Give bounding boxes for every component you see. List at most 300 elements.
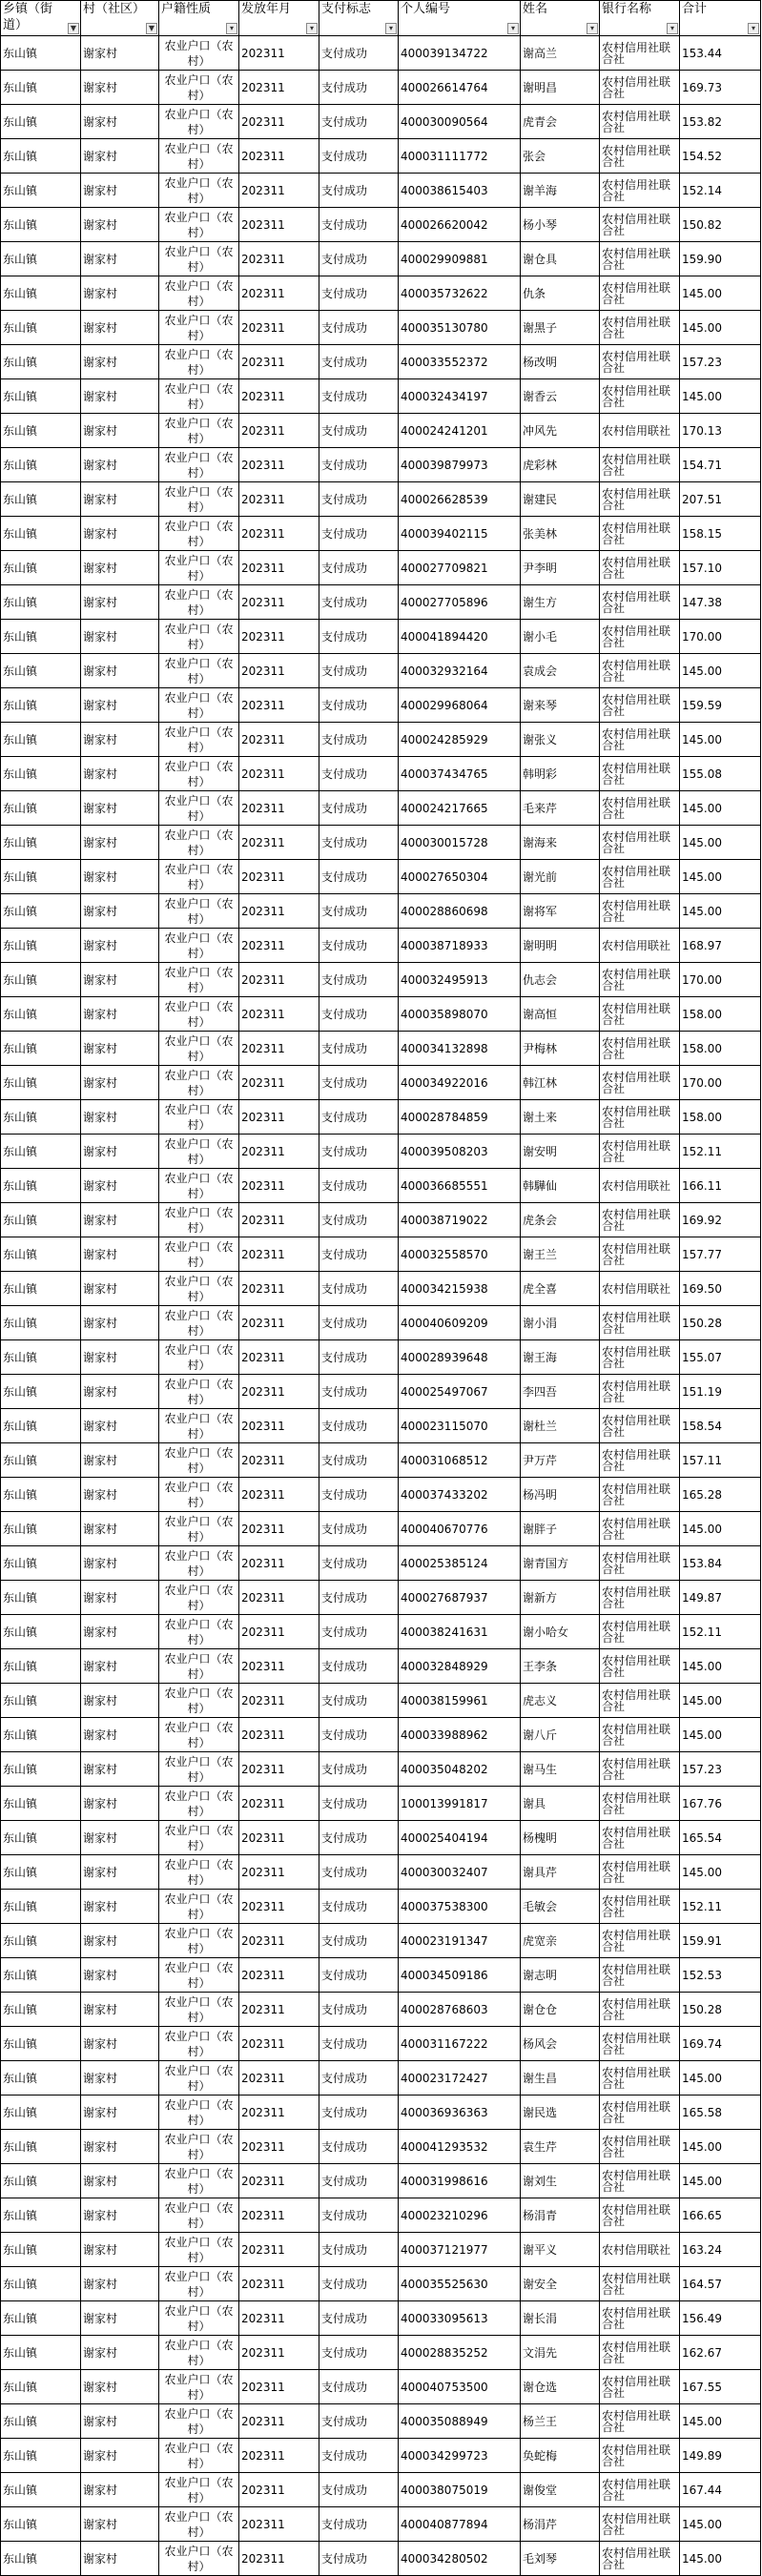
cell-bank-name: 农村信用社联合社 (600, 2027, 680, 2061)
cell-total: 157.77 (680, 1237, 761, 1272)
cell-payment-status: 支付成功 (319, 1752, 399, 1787)
table-row (1, 448, 761, 482)
cell-bank-name: 农村信用社联合社 (600, 345, 680, 379)
cell-name: 谢小涓 (521, 1306, 600, 1340)
cell-payment-month: 202311 (239, 1615, 319, 1649)
cell-personal-id: 400032434197 (399, 379, 521, 414)
cell-payment-month: 202311 (239, 517, 319, 551)
cell-payment-month: 202311 (239, 860, 319, 894)
cell-payment-status: 支付成功 (319, 517, 399, 551)
cell-payment-status: 支付成功 (319, 620, 399, 654)
cell-bank-name: 农村信用社联合社 (600, 723, 680, 757)
cell-town: 东山镇 (1, 36, 81, 71)
cell-village: 谢家村 (81, 1032, 159, 1066)
cell-total: 167.44 (680, 2473, 761, 2507)
dropdown-icon[interactable]: ▾ (667, 23, 678, 34)
cell-name: 谢王海 (521, 1340, 600, 1375)
cell-name: 尹李明 (521, 551, 600, 585)
cell-household-type: 农业户口（农村） (159, 620, 239, 654)
cell-bank-name: 农村信用社联合社 (600, 2404, 680, 2439)
cell-bank-name: 农村信用社联合社 (600, 2507, 680, 2542)
cell-payment-month: 202311 (239, 620, 319, 654)
cell-town: 东山镇 (1, 2096, 81, 2130)
cell-personal-id: 400038241631 (399, 1615, 521, 1649)
cell-household-type: 农业户口（农村） (159, 1890, 239, 1924)
cell-total: 157.11 (680, 1443, 761, 1478)
cell-household-type: 农业户口（农村） (159, 174, 239, 208)
cell-payment-status: 支付成功 (319, 1478, 399, 1512)
cell-payment-status: 支付成功 (319, 311, 399, 345)
cell-village: 谢家村 (81, 345, 159, 379)
cell-bank-name: 农村信用社联合社 (600, 1546, 680, 1581)
cell-total: 152.14 (680, 174, 761, 208)
cell-town: 东山镇 (1, 963, 81, 997)
cell-town: 东山镇 (1, 1272, 81, 1306)
cell-household-type: 农业户口（农村） (159, 1684, 239, 1718)
cell-payment-month: 202311 (239, 242, 319, 276)
table-row (1, 1581, 761, 1615)
cell-personal-id: 400028768603 (399, 1993, 521, 2027)
cell-personal-id: 400027705896 (399, 585, 521, 620)
cell-town: 东山镇 (1, 1993, 81, 2027)
cell-household-type: 农业户口（农村） (159, 791, 239, 826)
cell-town: 东山镇 (1, 894, 81, 929)
cell-payment-status: 支付成功 (319, 723, 399, 757)
cell-town: 东山镇 (1, 1375, 81, 1409)
cell-name: 杨兰王 (521, 2404, 600, 2439)
cell-name: 谢马生 (521, 1752, 600, 1787)
cell-total: 145.00 (680, 379, 761, 414)
table-row (1, 757, 761, 791)
cell-total: 158.00 (680, 997, 761, 1032)
cell-payment-status: 支付成功 (319, 1306, 399, 1340)
cell-total: 165.58 (680, 2096, 761, 2130)
cell-town: 东山镇 (1, 2370, 81, 2404)
cell-payment-month: 202311 (239, 1855, 319, 1890)
cell-town: 东山镇 (1, 1512, 81, 1546)
cell-household-type: 农业户口（农村） (159, 2370, 239, 2404)
cell-name: 虎彩林 (521, 448, 600, 482)
cell-town: 东山镇 (1, 1340, 81, 1375)
cell-village: 谢家村 (81, 757, 159, 791)
cell-personal-id: 400034132898 (399, 1032, 521, 1066)
cell-bank-name: 农村信用社联合社 (600, 2439, 680, 2473)
cell-total: 145.00 (680, 311, 761, 345)
cell-bank-name: 农村信用社联合社 (600, 1512, 680, 1546)
cell-total: 145.00 (680, 276, 761, 311)
cell-payment-month: 202311 (239, 688, 319, 723)
cell-payment-status: 支付成功 (319, 1169, 399, 1203)
cell-bank-name: 农村信用社联合社 (600, 1237, 680, 1272)
cell-total: 145.00 (680, 2130, 761, 2164)
cell-bank-name: 农村信用社联合社 (600, 654, 680, 688)
table-row (1, 1409, 761, 1443)
cell-payment-month: 202311 (239, 174, 319, 208)
cell-total: 150.28 (680, 1993, 761, 2027)
cell-town: 东山镇 (1, 723, 81, 757)
cell-total: 157.23 (680, 345, 761, 379)
cell-total: 145.00 (680, 2404, 761, 2439)
cell-bank-name: 农村信用社联合社 (600, 71, 680, 105)
cell-payment-month: 202311 (239, 139, 319, 174)
cell-payment-status: 支付成功 (319, 585, 399, 620)
cell-bank-name: 农村信用社联合社 (600, 1306, 680, 1340)
cell-village: 谢家村 (81, 105, 159, 139)
cell-village: 谢家村 (81, 517, 159, 551)
cell-payment-month: 202311 (239, 1581, 319, 1615)
cell-name: 毛刘琴 (521, 2542, 600, 2576)
cell-personal-id: 400039879973 (399, 448, 521, 482)
cell-household-type: 农业户口（农村） (159, 2301, 239, 2336)
cell-name: 谢平义 (521, 2233, 600, 2267)
cell-name: 杨槐明 (521, 1821, 600, 1855)
cell-bank-name: 农村信用社联合社 (600, 242, 680, 276)
dropdown-icon[interactable]: ▾ (507, 23, 519, 34)
cell-town: 东山镇 (1, 551, 81, 585)
cell-household-type: 农业户口（农村） (159, 1272, 239, 1306)
table-body (1, 36, 761, 2576)
cell-payment-status: 支付成功 (319, 1821, 399, 1855)
cell-village: 谢家村 (81, 1581, 159, 1615)
cell-household-type: 农业户口（农村） (159, 2336, 239, 2370)
cell-name: 袁生芹 (521, 2130, 600, 2164)
header-town (1, 1, 81, 36)
cell-payment-month: 202311 (239, 894, 319, 929)
cell-total: 147.38 (680, 585, 761, 620)
cell-payment-month: 202311 (239, 71, 319, 105)
dropdown-icon[interactable]: ▾ (587, 23, 598, 34)
cell-town: 东山镇 (1, 997, 81, 1032)
cell-bank-name: 农村信用社联合社 (600, 2473, 680, 2507)
cell-payment-month: 202311 (239, 2164, 319, 2198)
cell-total: 145.00 (680, 1649, 761, 1684)
cell-bank-name: 农村信用社联合社 (600, 174, 680, 208)
cell-bank-name: 农村信用社联合社 (600, 36, 680, 71)
cell-personal-id: 400025497067 (399, 1375, 521, 1409)
cell-village: 谢家村 (81, 2096, 159, 2130)
cell-personal-id: 400028835252 (399, 2336, 521, 2370)
cell-household-type: 农业户口（农村） (159, 1821, 239, 1855)
cell-payment-month: 202311 (239, 1649, 319, 1684)
header-label: 支付标志 (321, 2, 372, 16)
cell-payment-status: 支付成功 (319, 448, 399, 482)
cell-village: 谢家村 (81, 1409, 159, 1443)
cell-household-type: 农业户口（农村） (159, 345, 239, 379)
cell-name: 虎青会 (521, 105, 600, 139)
cell-name: 谢土来 (521, 1100, 600, 1135)
cell-household-type: 农业户口（农村） (159, 2267, 239, 2301)
cell-payment-status: 支付成功 (319, 860, 399, 894)
cell-total: 207.51 (680, 482, 761, 517)
cell-payment-month: 202311 (239, 1066, 319, 1100)
cell-village: 谢家村 (81, 1306, 159, 1340)
cell-payment-month: 202311 (239, 791, 319, 826)
header-label: 户籍性质 (161, 2, 212, 16)
header-household-type (159, 1, 239, 36)
cell-payment-month: 202311 (239, 2507, 319, 2542)
cell-bank-name: 农村信用社联合社 (600, 1032, 680, 1066)
cell-payment-month: 202311 (239, 36, 319, 71)
dropdown-icon[interactable]: ▾ (226, 23, 237, 34)
cell-name: 张会 (521, 139, 600, 174)
cell-town: 东山镇 (1, 1032, 81, 1066)
cell-town: 东山镇 (1, 1546, 81, 1581)
cell-bank-name: 农村信用社联合社 (600, 1752, 680, 1787)
table-row (1, 2164, 761, 2198)
cell-personal-id: 400035732622 (399, 276, 521, 311)
cell-town: 东山镇 (1, 2507, 81, 2542)
cell-town: 东山镇 (1, 1478, 81, 1512)
cell-household-type: 农业户口（农村） (159, 242, 239, 276)
cell-total: 154.52 (680, 139, 761, 174)
cell-village: 谢家村 (81, 1684, 159, 1718)
cell-payment-status: 支付成功 (319, 1409, 399, 1443)
cell-village: 谢家村 (81, 379, 159, 414)
cell-personal-id: 400038075019 (399, 2473, 521, 2507)
cell-name: 谢仓选 (521, 2370, 600, 2404)
cell-village: 谢家村 (81, 551, 159, 585)
dropdown-icon[interactable]: ▾ (306, 23, 318, 34)
cell-village: 谢家村 (81, 2404, 159, 2439)
cell-payment-month: 202311 (239, 2473, 319, 2507)
cell-payment-status: 支付成功 (319, 826, 399, 860)
cell-personal-id: 400023115070 (399, 1409, 521, 1443)
cell-village: 谢家村 (81, 36, 159, 71)
cell-household-type: 农业户口（农村） (159, 1443, 239, 1478)
header-label: 银行名称 (602, 2, 652, 16)
cell-payment-status: 支付成功 (319, 1993, 399, 2027)
cell-town: 东山镇 (1, 208, 81, 242)
cell-payment-month: 202311 (239, 1375, 319, 1409)
table-row (1, 620, 761, 654)
cell-personal-id: 400035898070 (399, 997, 521, 1032)
cell-name: 谢明明 (521, 929, 600, 963)
cell-town: 东山镇 (1, 2027, 81, 2061)
cell-personal-id: 400034509186 (399, 1958, 521, 1993)
cell-name: 韩江林 (521, 1066, 600, 1100)
table-row (1, 551, 761, 585)
cell-household-type: 农业户口（农村） (159, 139, 239, 174)
table-row (1, 1306, 761, 1340)
cell-payment-month: 202311 (239, 2542, 319, 2576)
cell-village: 谢家村 (81, 276, 159, 311)
cell-town: 东山镇 (1, 1581, 81, 1615)
cell-total: 157.10 (680, 551, 761, 585)
cell-personal-id: 400032495913 (399, 963, 521, 997)
cell-name: 仇志会 (521, 963, 600, 997)
cell-payment-month: 202311 (239, 1478, 319, 1512)
cell-payment-month: 202311 (239, 2336, 319, 2370)
header-personal-id (399, 1, 521, 36)
cell-personal-id: 100013991817 (399, 1787, 521, 1821)
cell-name: 杨风会 (521, 2027, 600, 2061)
cell-payment-month: 202311 (239, 2439, 319, 2473)
cell-town: 东山镇 (1, 2198, 81, 2233)
table-row (1, 1237, 761, 1272)
cell-town: 东山镇 (1, 1684, 81, 1718)
cell-village: 谢家村 (81, 1718, 159, 1752)
cell-bank-name: 农村信用社联合社 (600, 1478, 680, 1512)
cell-household-type: 农业户口（农村） (159, 1649, 239, 1684)
cell-town: 东山镇 (1, 1237, 81, 1272)
cell-personal-id: 400034215938 (399, 1272, 521, 1306)
cell-bank-name: 农村信用社联合社 (600, 105, 680, 139)
cell-household-type: 农业户口（农村） (159, 2027, 239, 2061)
cell-personal-id: 400038159961 (399, 1684, 521, 1718)
cell-town: 东山镇 (1, 1958, 81, 1993)
table-row (1, 791, 761, 826)
cell-name: 尹梅林 (521, 1032, 600, 1066)
cell-name: 韩明彩 (521, 757, 600, 791)
cell-town: 东山镇 (1, 1443, 81, 1478)
cell-personal-id: 400028784859 (399, 1100, 521, 1135)
cell-payment-status: 支付成功 (319, 105, 399, 139)
cell-personal-id: 400030090564 (399, 105, 521, 139)
cell-personal-id: 400025385124 (399, 1546, 521, 1581)
cell-name: 谢生方 (521, 585, 600, 620)
cell-bank-name: 农村信用社联合社 (600, 2130, 680, 2164)
cell-town: 东山镇 (1, 1135, 81, 1169)
cell-total: 155.08 (680, 757, 761, 791)
cell-payment-status: 支付成功 (319, 1787, 399, 1821)
cell-village: 谢家村 (81, 208, 159, 242)
cell-bank-name: 农村信用社联合社 (600, 894, 680, 929)
cell-village: 谢家村 (81, 2164, 159, 2198)
table-row (1, 1169, 761, 1203)
cell-bank-name: 农村信用社联合社 (600, 2096, 680, 2130)
cell-payment-month: 202311 (239, 929, 319, 963)
cell-payment-status: 支付成功 (319, 379, 399, 414)
cell-village: 谢家村 (81, 482, 159, 517)
cell-personal-id: 400041894420 (399, 620, 521, 654)
cell-payment-status: 支付成功 (319, 1649, 399, 1684)
cell-payment-month: 202311 (239, 1237, 319, 1272)
cell-household-type: 农业户口（农村） (159, 1340, 239, 1375)
cell-personal-id: 400023172427 (399, 2061, 521, 2096)
table-row (1, 688, 761, 723)
cell-payment-status: 支付成功 (319, 1855, 399, 1890)
cell-village: 谢家村 (81, 2233, 159, 2267)
cell-name: 谢长涓 (521, 2301, 600, 2336)
cell-total: 168.97 (680, 929, 761, 963)
cell-personal-id: 400027687937 (399, 1581, 521, 1615)
cell-payment-status: 支付成功 (319, 2404, 399, 2439)
cell-household-type: 农业户口（农村） (159, 1581, 239, 1615)
cell-household-type: 农业户口（农村） (159, 1100, 239, 1135)
cell-town: 东山镇 (1, 345, 81, 379)
cell-total: 145.00 (680, 2164, 761, 2198)
table-row (1, 1924, 761, 1958)
table-row (1, 654, 761, 688)
filter-active-icon[interactable]: ▼ (146, 23, 157, 34)
cell-household-type: 农业户口（农村） (159, 2233, 239, 2267)
cell-personal-id: 400037538300 (399, 1890, 521, 1924)
cell-personal-id: 400037121977 (399, 2233, 521, 2267)
cell-total: 170.00 (680, 620, 761, 654)
cell-household-type: 农业户口（农村） (159, 2198, 239, 2233)
cell-village: 谢家村 (81, 1546, 159, 1581)
cell-personal-id: 400024241201 (399, 414, 521, 448)
cell-payment-status: 支付成功 (319, 1203, 399, 1237)
table-row (1, 1752, 761, 1787)
cell-name: 王李条 (521, 1649, 600, 1684)
cell-village: 谢家村 (81, 1237, 159, 1272)
cell-total: 145.00 (680, 1512, 761, 1546)
cell-payment-month: 202311 (239, 2370, 319, 2404)
cell-name: 谢八斤 (521, 1718, 600, 1752)
cell-village: 谢家村 (81, 2542, 159, 2576)
cell-name: 谢俊堂 (521, 2473, 600, 2507)
cell-household-type: 农业户口（农村） (159, 517, 239, 551)
cell-village: 谢家村 (81, 791, 159, 826)
cell-town: 东山镇 (1, 1203, 81, 1237)
cell-village: 谢家村 (81, 963, 159, 997)
cell-village: 谢家村 (81, 620, 159, 654)
cell-village: 谢家村 (81, 1169, 159, 1203)
dropdown-icon[interactable]: ▾ (385, 23, 397, 34)
cell-name: 谢胖子 (521, 1512, 600, 1546)
cell-bank-name: 农村信用社联合社 (600, 757, 680, 791)
cell-payment-status: 支付成功 (319, 174, 399, 208)
cell-name: 谢将军 (521, 894, 600, 929)
cell-personal-id: 400031167222 (399, 2027, 521, 2061)
cell-village: 谢家村 (81, 71, 159, 105)
header-label: 村（社区） (83, 2, 146, 16)
cell-village: 谢家村 (81, 174, 159, 208)
cell-bank-name: 农村信用联社 (600, 1169, 680, 1203)
table-row (1, 1032, 761, 1066)
cell-total: 162.67 (680, 2336, 761, 2370)
dropdown-icon[interactable]: ▾ (748, 23, 759, 34)
cell-personal-id: 400040753500 (399, 2370, 521, 2404)
table-row (1, 311, 761, 345)
table-row (1, 139, 761, 174)
cell-town: 东山镇 (1, 1306, 81, 1340)
cell-name: 谢小哈女 (521, 1615, 600, 1649)
cell-payment-month: 202311 (239, 448, 319, 482)
cell-village: 谢家村 (81, 1443, 159, 1478)
cell-town: 东山镇 (1, 2301, 81, 2336)
cell-payment-month: 202311 (239, 105, 319, 139)
cell-household-type: 农业户口（农村） (159, 860, 239, 894)
cell-name: 谢高兰 (521, 36, 600, 71)
header-label: 姓名 (523, 2, 548, 16)
cell-total: 150.82 (680, 208, 761, 242)
cell-name: 谢海来 (521, 826, 600, 860)
cell-payment-month: 202311 (239, 1272, 319, 1306)
cell-payment-status: 支付成功 (319, 1615, 399, 1649)
cell-town: 东山镇 (1, 688, 81, 723)
cell-household-type: 农业户口（农村） (159, 2473, 239, 2507)
cell-town: 东山镇 (1, 242, 81, 276)
cell-payment-status: 支付成功 (319, 345, 399, 379)
cell-personal-id: 400032848929 (399, 1649, 521, 1684)
cell-total: 156.49 (680, 2301, 761, 2336)
cell-name: 谢香云 (521, 379, 600, 414)
cell-total: 169.74 (680, 2027, 761, 2061)
cell-total: 158.00 (680, 1100, 761, 1135)
cell-town: 东山镇 (1, 2233, 81, 2267)
filter-active-icon[interactable]: ▼ (68, 23, 79, 34)
cell-total: 157.23 (680, 1752, 761, 1787)
cell-household-type: 农业户口（农村） (159, 1237, 239, 1272)
cell-total: 151.19 (680, 1375, 761, 1409)
cell-town: 东山镇 (1, 1409, 81, 1443)
cell-village: 谢家村 (81, 997, 159, 1032)
table-row (1, 2439, 761, 2473)
cell-household-type: 农业户口（农村） (159, 1135, 239, 1169)
cell-name: 杨涓青 (521, 2198, 600, 2233)
